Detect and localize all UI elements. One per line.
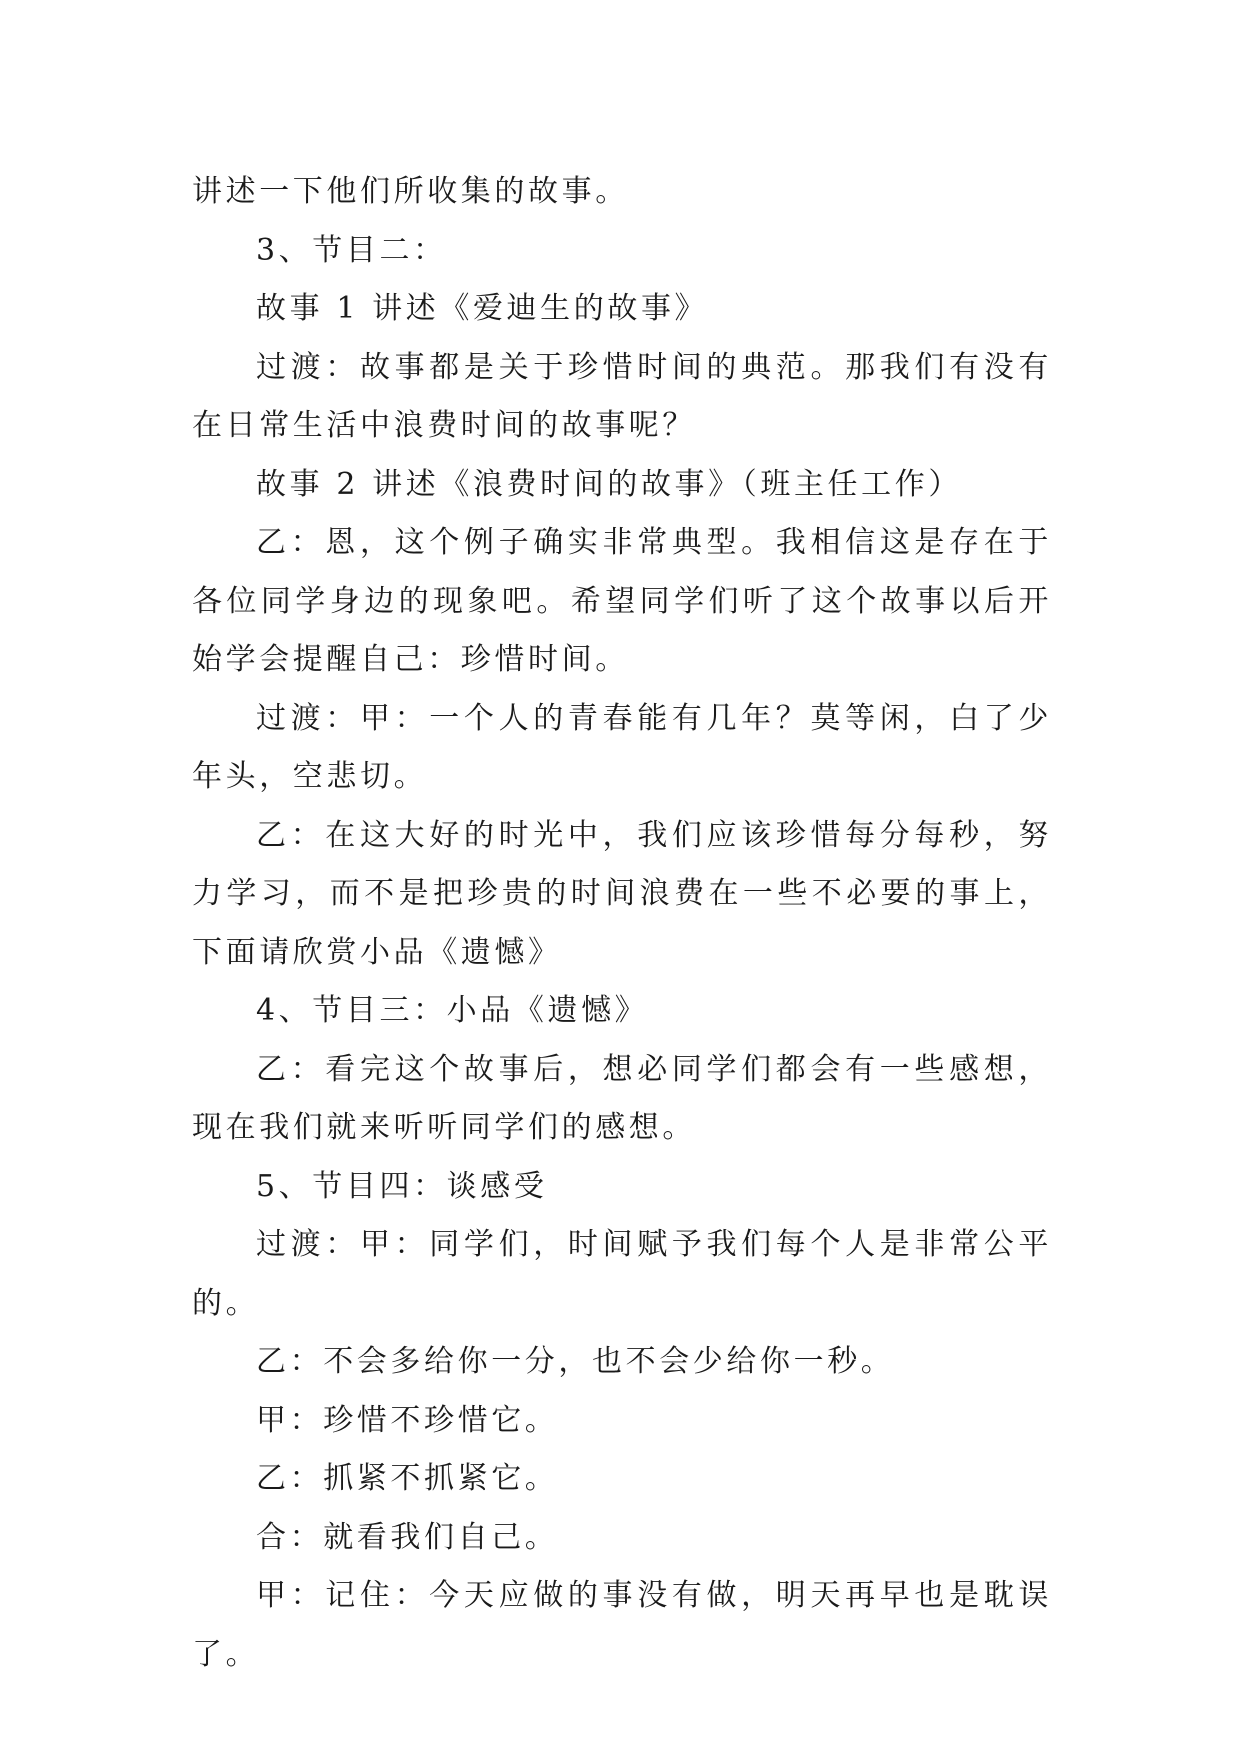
section-heading: 3、节目二： [256,232,447,268]
paragraph: 乙：在这大好的时光中，我们应该珍惜每分每秒，努力学习，而不是把珍贵的时间浪费在一些不必要的事上，下面请欣赏小品《遗憾》 [192,817,1052,970]
section-heading: 4、节目三：小品《遗憾》 [256,993,649,1028]
section-heading: 5、节目四：谈感受 [256,1168,548,1204]
paragraph: 故事 1 讲述《爱迪生的故事》 [256,291,709,326]
paragraph: 过渡：甲：一个人的青春能有几年？莫等闲，白了少年头，空悲切。 [192,700,1052,794]
paragraph: 过渡：故事都是关于珍惜时间的典范。那我们有没有在日常生活中浪费时间的故事呢？ [192,349,1052,443]
paragraph: 过渡：甲：同学们，时间赋予我们每个人是非常公平的。 [192,1227,1052,1321]
paragraph: 乙：看完这个故事后，想必同学们都会有一些感想，现在我们就来听听同学们的感想。 [192,1051,1052,1145]
document-body [192,163,1052,1684]
paragraph: 甲：珍惜不珍惜它。 [256,1402,559,1438]
paragraph: 合：就看我们自己。 [256,1519,559,1555]
paragraph: 甲：记住：今天应做的事没有做，明天再早也是耽误了。 [192,1578,1052,1672]
paragraph: 乙：不会多给你一分，也不会少给你一秒。 [256,1344,895,1379]
paragraph: 故事 2 讲述《浪费时间的故事》（班主任工作） [256,466,962,502]
paragraph: 讲述一下他们所收集的故事。 [192,174,629,209]
paragraph: 乙：恩，这个例子确实非常典型。我相信这是存在于各位同学身边的现象吧。希望同学们听了这个故事以后开始学会提醒自己：珍惜时间。 [192,525,1052,677]
paragraph: 乙：抓紧不抓紧它。 [256,1461,559,1496]
